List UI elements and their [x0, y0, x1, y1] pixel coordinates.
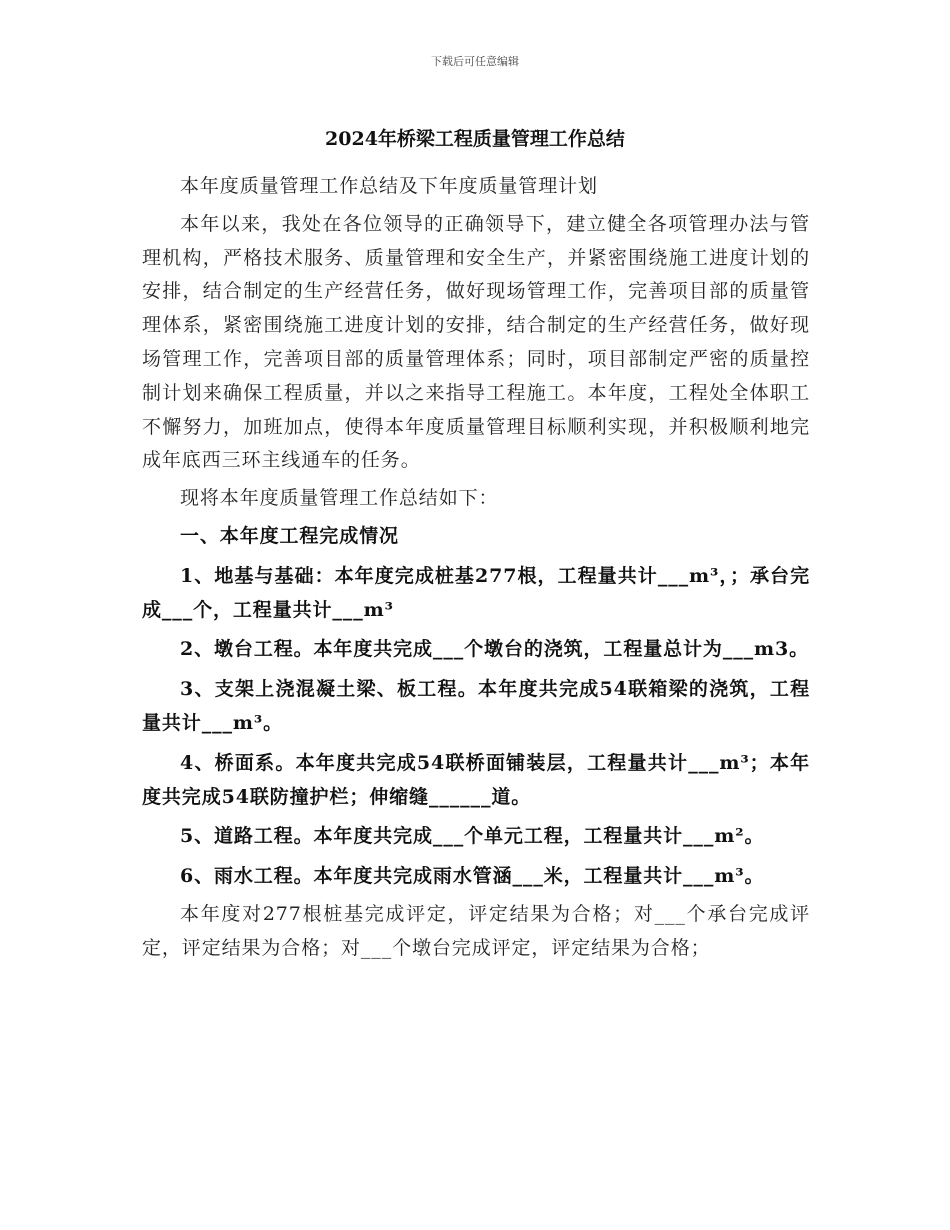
item-deck: 4、桥面系。本年度共完成54联桥面铺装层，工程量共计___m³；本年度共完成54联防撞护栏；伸缩缝______道。	[142, 751, 810, 808]
paragraph-intro: 本年以来，我处在各位领导的正确领导下，建立健全各项管理办法与管理机构，严格技术服务、质量管理和安全生产，并紧密围绕施工进度计划的安排，结合制定的生产经营任务，做好现场管理工作，完善项目部的质量管理体系，紧密围绕施工进度计划的安排，结合制定的生产经营任务，做好现场管理工作，完善项目部的质量管理体系；同时，项目部制定严密的质量控制计划来确保工程质量，并以之来指导工程施工。本年度，工程处全体职工不懈努力，加班加点，使得本年度质量管理目标顺利实现，并积极顺利地完成年底西三环主线通车的任务。	[142, 212, 810, 472]
item-beam-slab: 3、支架上浇混凝土梁、板工程。本年度共完成54联箱梁的浇筑，工程量共计___m³。	[142, 678, 810, 734]
paragraph-summary-lead: 现将本年度质量管理工作总结如下：	[180, 487, 499, 510]
item-road: 5、道路工程。本年度共完成___个单元工程，工程量共计___m²。	[180, 825, 765, 848]
item-stormwater: 6、雨水工程。本年度共完成雨水管涵___米，工程量共计___m³。	[180, 865, 765, 888]
item-foundation: 1、地基与基础：本年度完成桩基277根，工程量共计___m³，；承台完成___个，工程量共计___m³	[142, 564, 810, 621]
document-body	[142, 170, 810, 966]
item-pier: 2、墩台工程。本年度共完成___个墩台的浇筑，工程量总计为___m3。	[180, 638, 810, 661]
page-header-note: 下载后可任意编辑	[431, 55, 519, 68]
paragraph-subtitle: 本年度质量管理工作总结及下年度质量管理计划	[180, 175, 598, 197]
section-heading-1: 一、本年度工程完成情况	[180, 524, 399, 547]
document-title: 2024年桥梁工程质量管理工作总结	[325, 128, 625, 150]
paragraph-evaluation: 本年度对277根桩基完成评定，评定结果为合格；对___个承台完成评定，评定结果为合格；对___个墩台完成评定，评定结果为合格；	[142, 902, 810, 959]
